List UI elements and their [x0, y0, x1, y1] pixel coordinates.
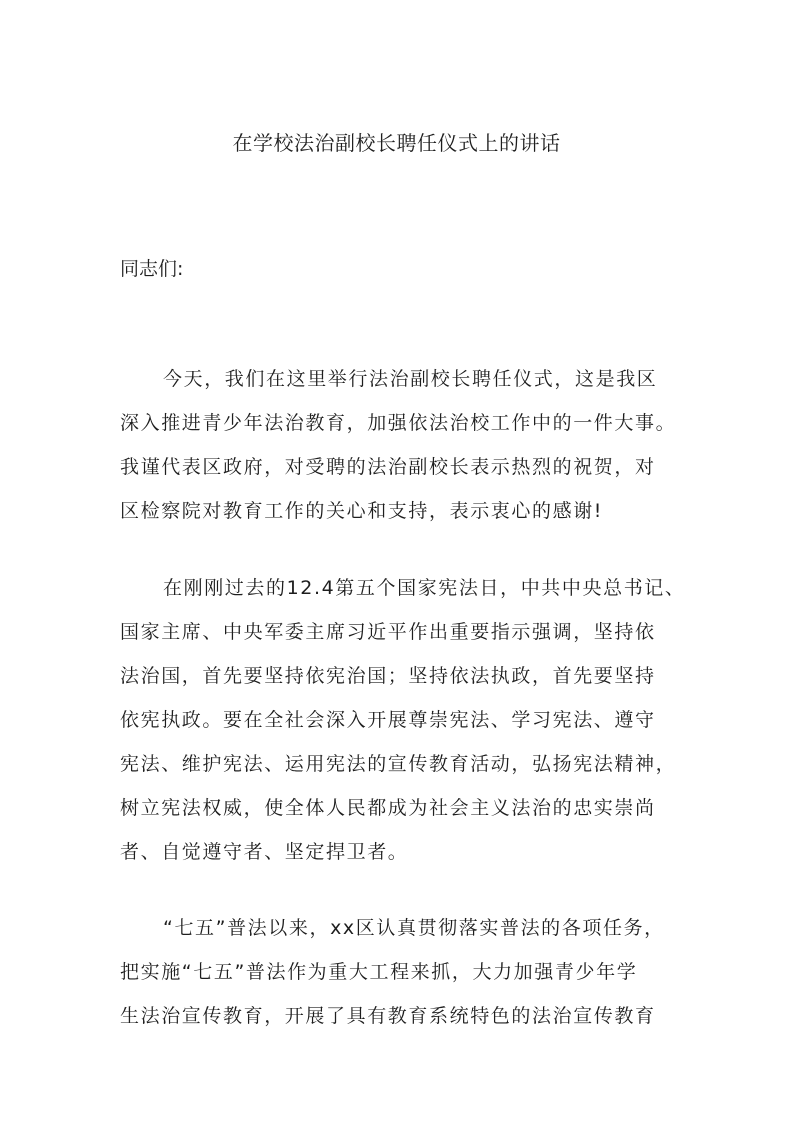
paragraph-line: 今天，我们在这里举行法治副校长聘任仪式，这是我区 — [163, 368, 658, 390]
paragraph-line: 生法治宣传教育，开展了具有教育系统特色的法治宣传教育 — [120, 1005, 656, 1027]
paragraph-line: 区检察院对教育工作的关心和支持，表示衷心的感谢! — [120, 500, 604, 522]
document-title: 在学校法治副校长聘任仪式上的讲话 — [232, 131, 561, 155]
paragraph-line: 我谨代表区政府，对受聘的法治副校长表示热烈的祝贺，对 — [120, 456, 656, 478]
paragraph-line: 深入推进青少年法治教育，加强依法治校工作中的一件大事。 — [120, 412, 677, 434]
salutation: 同志们: — [120, 258, 184, 280]
paragraph-line: 者、自觉遵守者、坚定捍卫者。 — [120, 841, 409, 863]
paragraph-line: 国家主席、中央军委主席习近平作出重要指示强调，坚持依 — [120, 621, 656, 643]
paragraph-line: 在刚刚过去的12.4第五个国家宪法日，中共中央总书记、 — [163, 577, 686, 599]
paragraph-line: 依宪执政。要在全社会深入开展尊崇宪法、学习宪法、遵守 — [120, 709, 656, 731]
paragraph-line: 法治国，首先要坚持依宪治国；坚持依法执政，首先要坚持 — [120, 665, 656, 687]
paragraph-line: 树立宪法权威，使全体人民都成为社会主义法治的忠实崇尚 — [120, 797, 656, 819]
paragraph-line: 把实施“七五”普法作为重大工程来抓，大力加强青少年学 — [120, 961, 638, 983]
paragraph-line: 宪法、维护宪法、运用宪法的宣传教育活动，弘扬宪法精神， — [120, 753, 677, 775]
paragraph-line: “七五”普法以来，xx区认真贯彻落实普法的各项任务， — [163, 917, 665, 939]
